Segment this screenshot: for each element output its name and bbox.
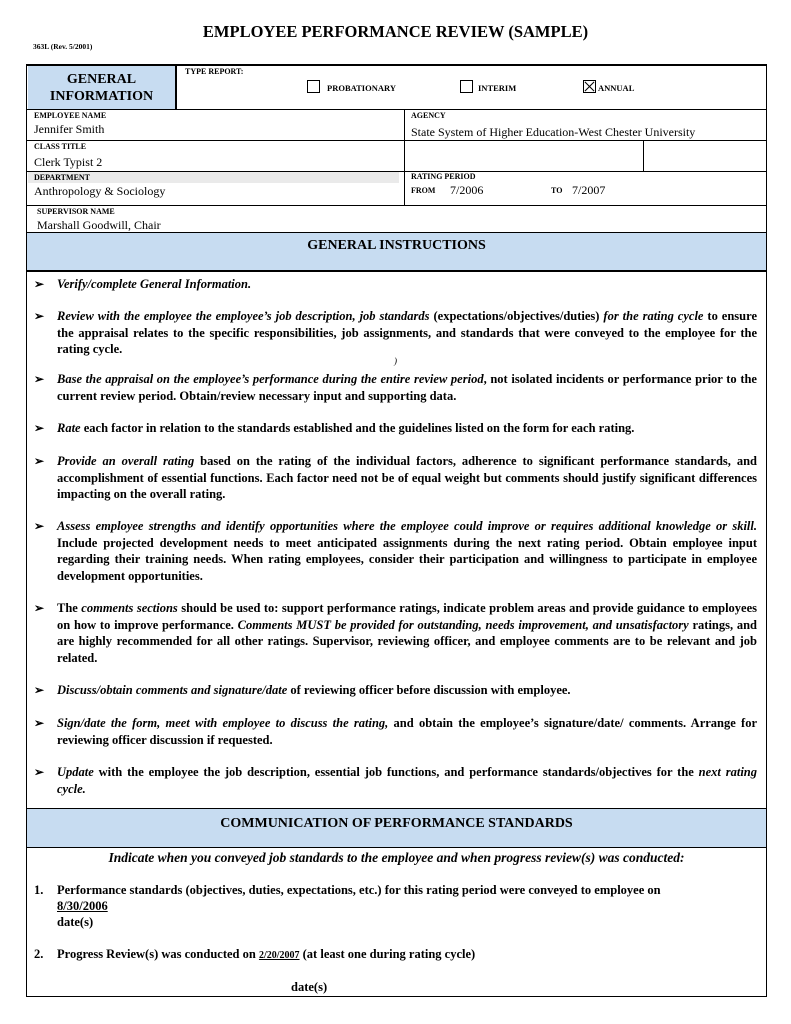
instruction-text: , not isolated incidents or performance prior to the current review period. Obtain/review necessary input and supporting data.	[57, 372, 757, 403]
instruction-text: Update	[57, 765, 94, 779]
department-label: DEPARTMENT	[34, 173, 91, 182]
instruction-text: The	[57, 601, 82, 615]
item-date-label: date(s)	[291, 980, 328, 994]
instruction-text: Comments MUST be provided for outstanding, needs improvement, and unsatisfactory	[237, 617, 689, 632]
instruction-text: based on the rating of the individual factors, adherence to significant performance standards, and accomplishment of essential functions. Each factor need not be of equal weight but comments should justify significant differences impacting on the overall rating.	[57, 454, 757, 501]
communication-subtitle: Indicate when you conveyed job standards to the employee and when progress review(s) was conducted:	[108, 850, 685, 865]
checkbox-interim[interactable]	[460, 80, 473, 93]
instruction-text: of reviewing officer before discussion with employee.	[287, 683, 571, 697]
instruction-text: with the employee the job description, essential job functions, and performance standards/objectives for the	[93, 765, 699, 779]
instruction-text: comments sections	[81, 601, 178, 615]
instruction-text: Verify/complete General Information.	[57, 277, 252, 291]
checkbox-probationary[interactable]	[307, 80, 320, 93]
employee-name-value: Jennifer Smith	[34, 122, 105, 136]
type-report-label: TYPE REPORT:	[185, 67, 244, 76]
instruction-text: Base the appraisal on the employee’s performance during the entire review period	[57, 372, 484, 386]
form-number: 363L (Rev. 5/2001)	[33, 42, 93, 51]
instruction-text: next rating cycle.	[57, 765, 757, 796]
instruction-text: and obtain the employee’s signature/date/ comments. Arrange for reviewing officer discussion if requested.	[57, 716, 757, 747]
stray-mark: )	[394, 356, 397, 366]
item-number: 2.	[34, 947, 44, 961]
page-title: EMPLOYEE PERFORMANCE REVIEW (SAMPLE)	[202, 22, 589, 41]
rating-from-value: 7/2006	[450, 183, 484, 197]
instruction-text: ratings, and are highly recommended for all other ratings. Supervisor, reviewing officer, and employee comments are to be relevant and job related.	[57, 617, 758, 665]
supervisor-name-value: Marshall Goodwill, Chair	[37, 218, 161, 232]
item-date: 8/30/2006	[57, 899, 108, 913]
arrow-bullet-icon: ➢	[34, 421, 45, 435]
checkbox-interim-label: INTERIM	[478, 83, 517, 93]
arrow-bullet-icon: ➢	[34, 601, 45, 615]
instruction-text: should be used to: support performance ratings, indicate problem areas and provide guidance to employees on how to improve performance.	[57, 601, 758, 632]
instruction-text: Rate	[57, 421, 81, 435]
department-value: Anthropology & Sociology	[34, 184, 166, 198]
general-instructions-header	[27, 232, 766, 272]
item-text: Progress Review(s) was conducted on	[57, 947, 259, 961]
instruction-text: Review with the employee the employee’s job description, job standards	[57, 309, 430, 323]
agency-value: State System of Higher Education-West Chester University	[411, 125, 696, 139]
rating-from-label: FROM	[411, 186, 436, 195]
general-instructions-title: GENERAL INSTRUCTIONS	[307, 238, 486, 253]
employee-name-label: EMPLOYEE NAME	[34, 111, 107, 120]
divider	[26, 140, 767, 141]
class-title-value: Clerk Typist 2	[34, 155, 103, 169]
instruction-text: (expectations/objectives/duties)	[429, 309, 604, 323]
general-information-header	[28, 66, 177, 109]
instruction-text: Discuss/obtain comments and signature/date	[57, 683, 288, 697]
item-text: (at least one during rating cycle)	[299, 947, 476, 961]
item-number: 1.	[34, 883, 44, 897]
arrow-bullet-icon: ➢	[34, 372, 45, 386]
instruction-text: to ensure the appraisal relates to the specific responsibilities, job assignments, and standards that were conveyed to the employee for the rating cycle.	[57, 309, 757, 356]
arrow-bullet-icon: ➢	[34, 519, 45, 533]
agency-label: AGENCY	[411, 111, 446, 120]
instruction-text: Sign/date the form, meet with employee to discuss the rating,	[57, 716, 389, 730]
supervisor-name-label: SUPERVISOR NAME	[37, 207, 115, 216]
divider	[643, 140, 644, 171]
instruction-text: Assess employee strengths and identify opportunities where the employee could improve or requires additional knowledge or skill.	[57, 519, 757, 533]
communication-title: COMMUNICATION OF PERFORMANCE STANDARDS	[220, 816, 573, 831]
divider	[26, 205, 767, 206]
item-date: 2/20/2007	[258, 950, 300, 961]
divider	[404, 109, 405, 205]
item-text: Performance standards (objectives, duties, expectations, etc.) for this rating period were conveyed to employee on	[57, 883, 661, 897]
checkbox-annual[interactable]	[583, 80, 596, 93]
rating-period-label: RATING PERIOD	[411, 172, 476, 181]
arrow-bullet-icon: ➢	[34, 277, 45, 291]
arrow-bullet-icon: ➢	[34, 765, 45, 779]
divider	[26, 109, 767, 110]
instruction-text: Provide an overall rating	[57, 454, 195, 468]
instruction-text: for the rating cycle	[603, 309, 704, 323]
checkbox-probationary-label: PROBATIONARY	[327, 83, 396, 93]
arrow-bullet-icon: ➢	[34, 716, 45, 730]
arrow-bullet-icon: ➢	[34, 309, 45, 323]
instruction-text: Include projected development needs to meet anticipated assignments during the next rating period. Obtain employee input regarding their training needs. When rating employees, consider their participation and willingness to participate in employee development opportunities.	[57, 535, 757, 583]
checkbox-annual-label: ANNUAL	[598, 83, 635, 93]
rating-to-value: 7/2007	[572, 183, 606, 197]
item-date-label: date(s)	[57, 915, 94, 929]
arrow-bullet-icon: ➢	[34, 454, 45, 468]
general-information-title: GENERAL INFORMATION	[49, 71, 154, 104]
rating-to-label: TO	[551, 186, 563, 195]
communication-header	[27, 808, 766, 848]
arrow-bullet-icon: ➢	[34, 683, 45, 697]
instruction-text: each factor in relation to the standards established and the guidelines listed on the form for each rating.	[80, 421, 635, 435]
class-title-label: CLASS TITLE	[34, 142, 87, 151]
